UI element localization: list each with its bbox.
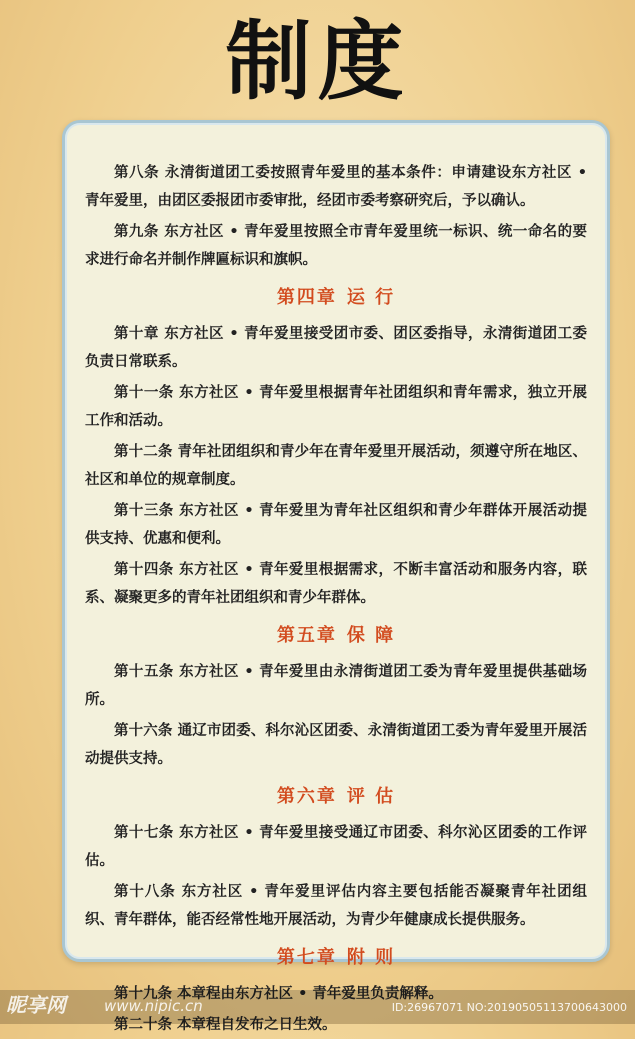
article-paragraph: 第十七条 东方社区 • 青年爱里接受通辽市团委、科尔沁区团委的工作评估。 (85, 825, 587, 869)
article-paragraph: 第十一条 东方社区 • 青年爱里根据青年社团组织和青年需求，独立开展工作和活动。 (85, 385, 587, 429)
article-paragraph: 第十章 东方社区 • 青年爱里接受团市委、团区委指导，永清街道团工委负责日常联系。 (85, 326, 587, 370)
chapter-name: 运 行 (346, 287, 396, 308)
article-paragraph: 第九条 东方社区 • 青年爱里按照全市青年爱里统一标识、统一命名的要求进行命名并制作牌匾标识和旗帜。 (85, 224, 587, 268)
chapter-number: 第五章 (276, 625, 337, 646)
article-paragraph: 第八条 永清街道团工委按照青年爱里的基本条件：申请建设东方社区 • 青年爱里，由团区委报团市委审批，经团市委考察研究后，予以确认。 (85, 165, 587, 209)
article-paragraph: 第十二条 青年社团组织和青少年在青年爱里开展活动，须遵守所在地区、社区和单位的规章制度。 (85, 444, 587, 488)
chapter-number: 第六章 (276, 786, 337, 807)
watermark-logo: 昵享网 (6, 993, 66, 1017)
chapter-heading (85, 285, 587, 311)
chapter-number: 第四章 (276, 287, 337, 308)
page-title: 制度 (225, 12, 410, 112)
article-paragraph: 第十九条 本章程由东方社区 • 青年爱里负责解释。 (114, 986, 443, 1002)
chapter-number: 第七章 (276, 947, 337, 968)
chapter-heading (85, 623, 587, 649)
article-paragraph: 第十四条 东方社区 • 青年爱里根据需求，不断丰富活动和服务内容，联系、凝聚更多的青年社团组织和青少年群体。 (85, 562, 587, 606)
watermark-id: ID:26967071 NO:20190505113700643000 (391, 1001, 627, 1014)
chapter-name: 评 估 (346, 786, 396, 807)
article-paragraph: 第十六条 通辽市团委、科尔沁区团委、永清街道团工委为青年爱里开展活动提供支持。 (85, 723, 587, 767)
chapter-heading (85, 784, 587, 810)
article-paragraph: 第十八条 东方社区 • 青年爱里评估内容主要包括能否凝聚青年社团组织、青年群体，能否经常性地开展活动，为青少年健康成长提供服务。 (85, 884, 587, 928)
chapter-name: 保 障 (346, 625, 396, 646)
chapter-heading (85, 945, 587, 971)
article-paragraph: 第十三条 东方社区 • 青年爱里为青年社区组织和青少年群体开展活动提供支持、优惠和便利。 (85, 503, 587, 547)
chapter-name: 附 则 (346, 947, 396, 968)
article-paragraph: 第二十条 本章程自发布之日生效。 (114, 1017, 337, 1033)
watermark-bar (0, 990, 635, 1024)
watermark-url: www.nipic.cn (104, 997, 203, 1015)
article-paragraph: 第十五条 东方社区 • 青年爱里由永清街道团工委为青年爱里提供基础场所。 (85, 664, 587, 708)
